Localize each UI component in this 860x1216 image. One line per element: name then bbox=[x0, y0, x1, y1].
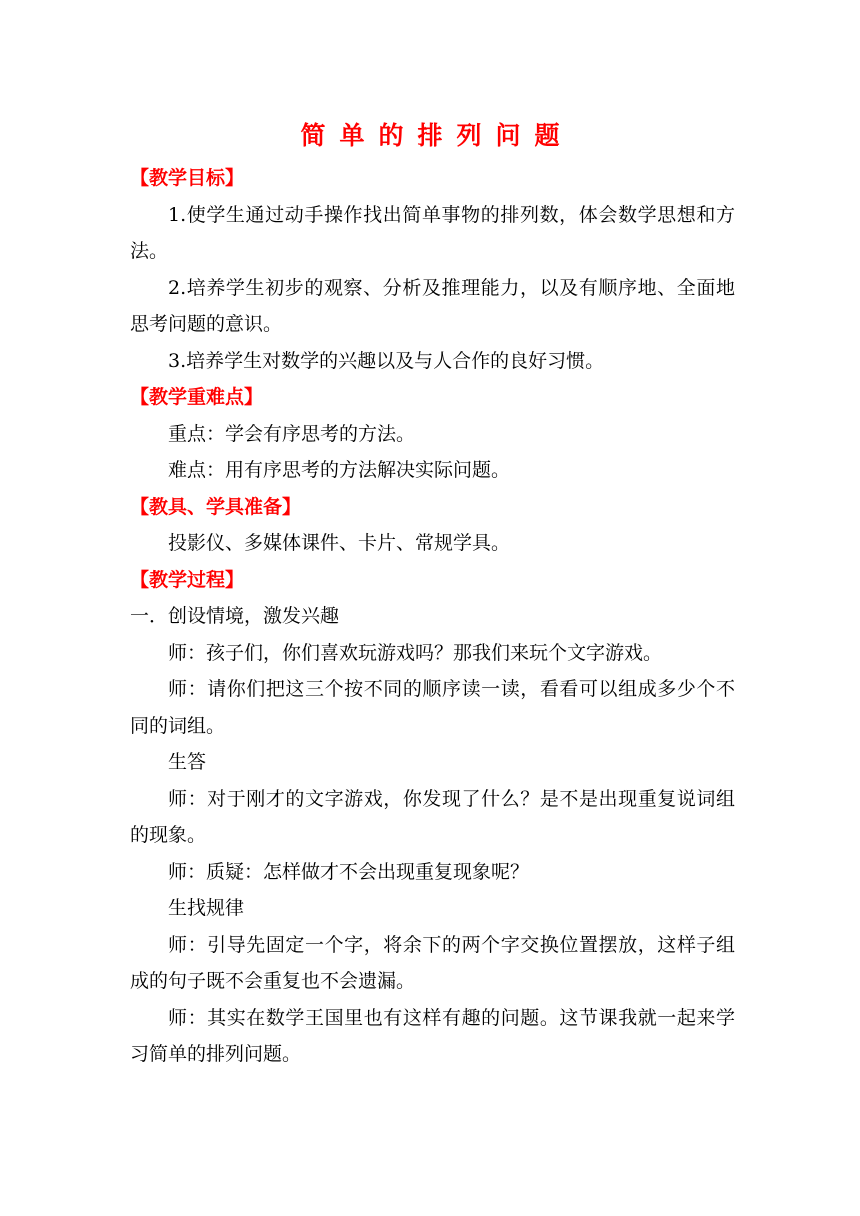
materials-item-1: 投影仪、多媒体课件、卡片、常规学具。 bbox=[168, 532, 511, 554]
section-heading-materials: 【教具、学具准备】 bbox=[130, 495, 302, 518]
process-paragraph: 师：质疑：怎样做才不会出现重复现象呢？ bbox=[168, 860, 530, 883]
document-title: 简单的排列问题 bbox=[300, 121, 574, 150]
goal-item-2: 2.培养学生初步的观察、分析及推理能力，以及有顺序地、全面地思考问题的意识。 bbox=[130, 276, 735, 335]
process-paragraph: 生找规律 bbox=[168, 897, 245, 919]
goal-item-3: 3.培养学生对数学的兴趣以及与人合作的良好习惯。 bbox=[168, 349, 605, 372]
section-heading-key-points: 【教学重难点】 bbox=[130, 386, 264, 408]
process-paragraph: 师：对于刚才的文字游戏，你发现了什么？是不是出现重复说词组的现象。 bbox=[130, 787, 735, 846]
process-paragraph: 师：引导先固定一个字，将余下的两个字交换位置摆放，这样子组成的句子既不会重复也不会遗漏。 bbox=[130, 933, 735, 992]
process-paragraph: 师：孩子们，你们喜欢玩游戏吗？那我们来玩个文字游戏。 bbox=[168, 641, 663, 664]
section-heading-process: 【教学过程】 bbox=[130, 568, 245, 591]
section-heading-goals: 【教学目标】 bbox=[130, 167, 245, 189]
key-point-item-2: 难点：用有序思考的方法解决实际问题。 bbox=[168, 459, 511, 481]
process-paragraph: 师：其实在数学王国里也有这样有趣的问题。这节课我就一起来学习简单的排列问题。 bbox=[130, 1006, 735, 1065]
process-paragraph: 生答 bbox=[168, 751, 207, 773]
document-body bbox=[130, 160, 735, 1073]
key-point-item-1: 重点：学会有序思考的方法。 bbox=[168, 422, 416, 445]
process-paragraph: 师：请你们把这三个按不同的顺序读一读，看看可以组成多少个不同的词组。 bbox=[130, 678, 735, 737]
goal-item-1: 1.使学生通过动手操作找出简单事物的排列数，体会数学思想和方法。 bbox=[130, 203, 735, 262]
process-step-1-title: 一．创设情境，激发兴趣 bbox=[130, 605, 340, 627]
